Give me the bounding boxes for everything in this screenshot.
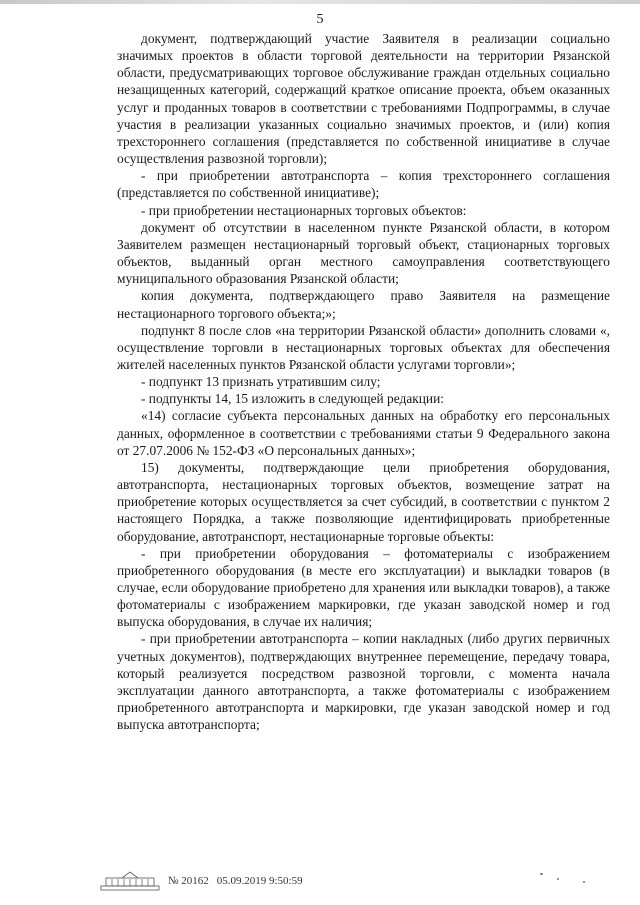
paragraph: документ об отсутствии в населенном пункте Рязанской области, в котором Заявителем размещен нестационарный торговый объект, стационарных торговых объектов, выданный орган местного самоуправления соответствующего муниципального образования Рязанской области;	[117, 219, 610, 287]
paragraph: «14) согласие субъекта персональных данных на обработку его персональных данных, оформленное в соответствии с требованиями статьи 9 Федерального закона от 27.07.2006 № 152-ФЗ «О персональных данных»;	[117, 408, 610, 458]
building-logo-icon	[100, 871, 160, 891]
paragraph: - при приобретении нестационарных торговых объектов:	[141, 202, 467, 218]
page-number: 5	[316, 12, 324, 27]
paragraph: документ, подтверждающий участие Заявителя в реализации социально значимых проектов в области торговой деятельности на территории Рязанской области, предусматривающих торговое обслуживание граждан отдельных социально незащищенных категорий, содержащий краткое описание проекта, объем оказанных услуг и проданных товаров в соответствии с требованиями Подпрограммы, в случае участия в реализации указанных социально значимых проектов, и (или) копия трехстороннего соглашения (представляется по собственной инициативе в случае осуществления развозной торговли);	[117, 31, 610, 167]
doc-number: № 20162	[168, 875, 209, 887]
paragraph: - подпункт 13 признать утратившим силу;	[141, 374, 381, 390]
paragraph: - подпункты 14, 15 изложить в следующей редакции:	[141, 391, 444, 407]
scan-top-edge	[0, 0, 640, 4]
paragraph: - при приобретении автотранспорта – копии накладных (либо других первичных учетных документов), подтверждающих внутреннее перемещение, передачу товара, который реализуется посредством развозной торговли, с момента начала эксплуатации данного автотранспорта, а также фотоматериалы с изображением приобретенного автотранспорта и маркировки, где указан заводской номер и год выпуска автотранспорта;	[117, 631, 610, 733]
paragraph: копия документа, подтверждающего право Заявителя на размещение нестационарного торгового объекта;»;	[117, 288, 610, 321]
paragraph: - при приобретении автотранспорта – копия трехстороннего соглашения (представляется по собственной инициативе);	[117, 168, 610, 201]
timestamp: 05.09.2019 9:50:59	[216, 875, 303, 887]
paragraph: 15) документы, подтверждающие цели приобретения оборудования, автотранспорта, нестационарных торговых объектов, возмещение затрат на приобретение которых осуществляется за счет субсидий, в соответствии с пунктом 2 настоящего Порядка, а также позволяющие идентифицировать приобретенные оборудование, автотранспорт, нестационарные торговые объекты:	[117, 459, 610, 544]
scan-speck	[540, 873, 543, 875]
paragraph: - при приобретении оборудования – фотоматериалы с изображением приобретенного оборудования (в месте его эксплуатации) и выкладки товаров (в случае, если оборудование приобретено для хранения или выкладки товаров), а также фотоматериалы с изображением маркировки, где указан заводской номер и год выпуска оборудования, в случае их наличия;	[117, 545, 610, 630]
document-body	[117, 30, 610, 733]
paragraph: подпункт 8 после слов «на территории Рязанской области» дополнить словами «, осуществление торговли в нестационарных торговых объектах для обеспечения жителей населенных пунктов Рязанской области услугами торговли»;	[117, 322, 610, 372]
scan-speck	[583, 881, 585, 883]
document-footer	[100, 870, 303, 892]
scan-speck	[557, 878, 559, 880]
